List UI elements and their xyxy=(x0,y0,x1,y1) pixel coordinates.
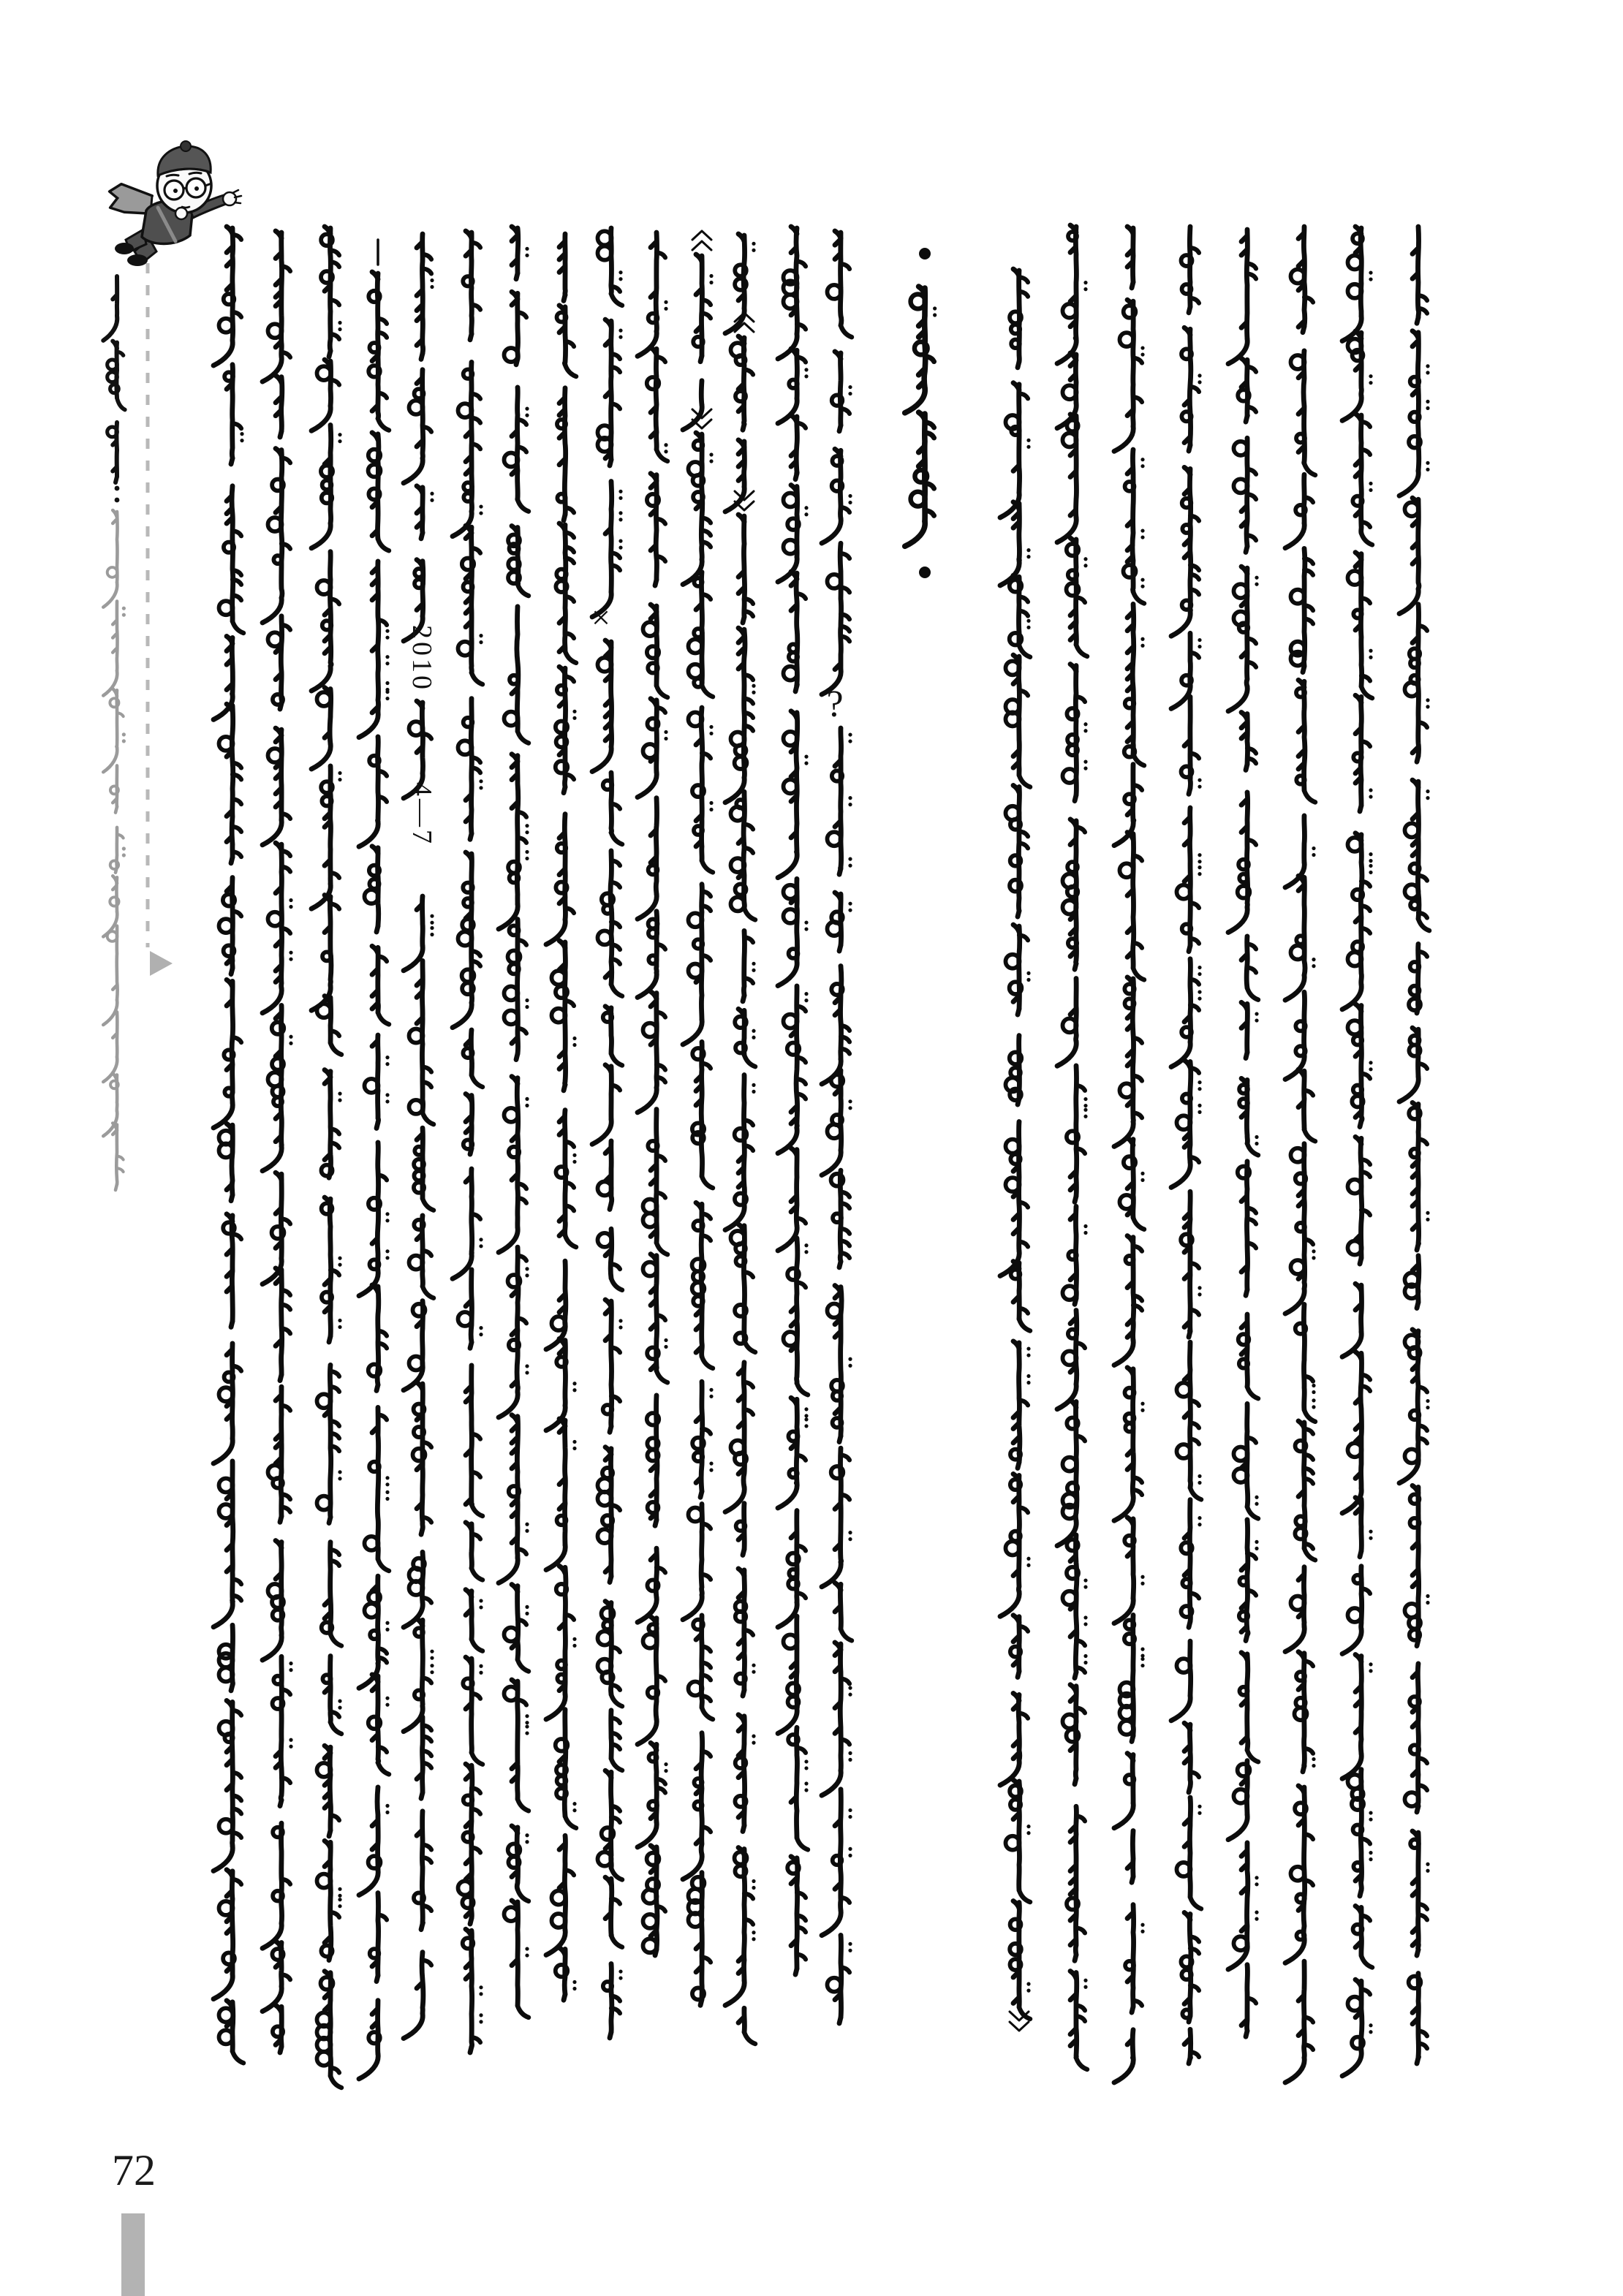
mascot-flying-boy-illustration xyxy=(110,141,241,266)
month-range-label: 4—7 xyxy=(406,782,437,846)
left-block-column xyxy=(311,227,342,2088)
left-block-column xyxy=(778,227,809,1974)
cross-mark: × xyxy=(591,599,610,636)
left-block-column xyxy=(822,231,852,2023)
left-block-column xyxy=(262,231,293,2053)
left-block-column xyxy=(683,231,714,2005)
left-block-column xyxy=(453,231,483,2053)
question-mark: ? xyxy=(826,683,844,725)
right-block-column xyxy=(1285,227,1316,2083)
right-block-column xyxy=(1000,269,1031,2031)
right-block-column xyxy=(1114,227,1145,2083)
right-block-column xyxy=(1171,227,1202,2064)
spine-bar xyxy=(121,2213,145,2296)
left-block-column xyxy=(591,228,623,2038)
page-number: 72 xyxy=(112,2146,156,2194)
left-block-column xyxy=(499,227,529,2017)
sidebar-colon xyxy=(115,486,120,503)
right-block-column xyxy=(1342,227,1373,2076)
sidebar-subtitle-gray xyxy=(103,510,126,1190)
sidebar-unit-title xyxy=(103,276,125,482)
sidebar-arrow-triangle xyxy=(150,951,173,976)
right-block-column xyxy=(1057,225,1088,2069)
left-block-column xyxy=(404,234,437,2039)
year-label: 2010 xyxy=(406,625,437,692)
left-block-column xyxy=(725,234,756,2044)
left-block-column xyxy=(213,227,244,2063)
left-block-column xyxy=(546,234,577,2000)
right-block-column xyxy=(1228,230,1259,2037)
left-block-column xyxy=(359,240,390,2079)
section-heading-text xyxy=(905,287,937,546)
left-block-column xyxy=(638,232,668,1955)
right-block-column xyxy=(1399,227,1430,2064)
